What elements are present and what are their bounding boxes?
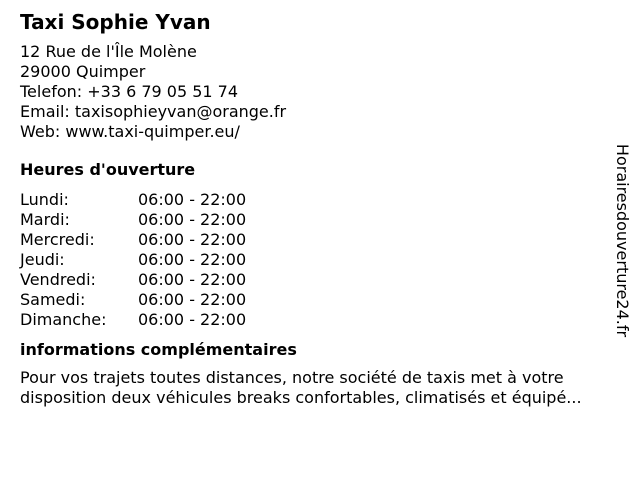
hours-row-tuesday xyxy=(20,210,630,230)
address-city: 29000 Quimper xyxy=(20,62,146,81)
hours-row-friday xyxy=(20,270,630,290)
day-label: Mercredi: xyxy=(20,230,95,249)
time-range: 06:00 - 22:00 xyxy=(138,270,247,289)
hours-row-sunday xyxy=(20,310,630,330)
hours-row-saturday xyxy=(20,290,630,310)
more-info-heading: informations complémentaires xyxy=(20,340,297,359)
web-line: Web: www.taxi-quimper.eu/ xyxy=(20,122,240,141)
day-label: Samedi: xyxy=(20,290,86,309)
vertical-brand-watermark xyxy=(612,135,634,345)
hours-row-monday xyxy=(20,190,630,210)
day-label: Vendredi: xyxy=(20,270,96,289)
description-line-1: Pour vos trajets toutes distances, notre société de taxis met à votre xyxy=(20,368,564,387)
hours-row-wednesday xyxy=(20,230,630,250)
business-name: Taxi Sophie Yvan xyxy=(20,10,211,34)
day-label: Jeudi: xyxy=(20,250,65,269)
time-range: 06:00 - 22:00 xyxy=(138,230,247,249)
time-range: 06:00 - 22:00 xyxy=(138,190,247,209)
time-range: 06:00 - 22:00 xyxy=(138,310,247,329)
phone-line: Telefon: +33 6 79 05 51 74 xyxy=(20,82,239,101)
time-range: 06:00 - 22:00 xyxy=(138,210,247,229)
hours-row-thursday xyxy=(20,250,630,270)
description-line-2: disposition deux véhicules breaks confortables, climatisés et équipé... xyxy=(20,388,582,407)
business-card xyxy=(20,10,630,408)
day-label: Dimanche: xyxy=(20,310,107,329)
time-range: 06:00 - 22:00 xyxy=(138,290,247,309)
hours-list xyxy=(20,190,630,330)
email-line: Email: taxisophieyvan@orange.fr xyxy=(20,102,287,121)
address-street: 12 Rue de l'Île Molène xyxy=(20,42,197,61)
hours-heading: Heures d'ouverture xyxy=(20,160,196,179)
day-label: Lundi: xyxy=(20,190,69,209)
brand-text: Horairesdouverture24.fr xyxy=(613,143,633,337)
time-range: 06:00 - 22:00 xyxy=(138,250,247,269)
day-label: Mardi: xyxy=(20,210,70,229)
